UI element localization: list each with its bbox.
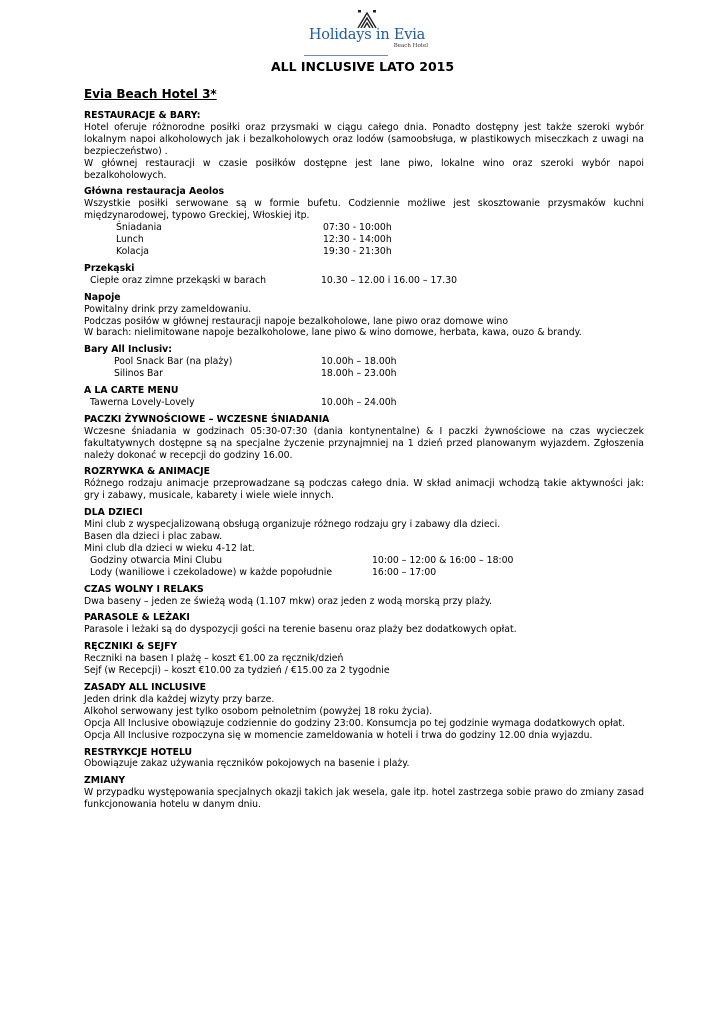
hotel-logo <box>296 10 438 50</box>
section-heading: Bary All Inclusiv: <box>84 344 172 356</box>
logo-brand-text: Holidays in Evia <box>308 27 426 43</box>
section-heading: DLA DZIECI <box>84 507 143 519</box>
meal-time: 07:30 - 10:00h <box>323 222 392 234</box>
bar-row <box>84 368 644 380</box>
document-body <box>84 110 644 811</box>
logo-subtitle: Beach Hotel <box>393 43 428 49</box>
hotel-name: Evia Beach Hotel 3* <box>84 87 217 101</box>
bar-name: Silinos Bar <box>114 368 163 380</box>
bar-time: 10.00h – 18.00h <box>321 356 397 368</box>
section-zmiany <box>84 775 644 811</box>
bar-time: 18.00h – 23.00h <box>321 368 397 380</box>
text-line: Alkohol serwowany jest tylko osobom pełnoletnim (powyżej 18 roku życia). <box>84 705 433 717</box>
text-line: Sejf (w Recepcji) – koszt €10.00 za tydzień / €15.00 za 2 tygodnie <box>84 665 390 677</box>
document-title: ALL INCLUSIVE LATO 2015 <box>270 59 455 74</box>
text-line: Mini club z wyspecjalizowaną obsługą organizuje różnego rodzaju gry i zabawy dla dzieci. <box>84 519 501 531</box>
section-heading: Główna restauracja Aeolos <box>84 186 225 198</box>
schedule-row <box>84 275 644 287</box>
section-dzieci <box>84 507 644 578</box>
section-heading: Przekąski <box>84 262 135 274</box>
schedule-time: 10:00 – 12:00 & 16:00 – 18:00 <box>372 554 514 566</box>
section-heading: A LA CARTE MENU <box>84 385 179 397</box>
section-czas-wolny <box>84 584 644 608</box>
bar-row <box>84 356 644 368</box>
section-rozrywka <box>84 466 644 502</box>
text-line: Jeden drink dla każdej wizyty przy barze. <box>84 693 275 705</box>
meal-row <box>84 234 644 246</box>
section-alacarte <box>84 385 644 409</box>
paragraph: Różnego rodzaju animacje przeprowadzane są podczas całego dnia. W skład animacji wchodzą takie aktywności jak: gry i zabawy, musicale, kabarety i wiele wiele innych. <box>84 478 644 502</box>
paragraph: Wszystkie posiłki serwowane są w formie bufetu. Codziennie możliwe jest skosztowanie przysmaków kuchni międzynarodowej, typowo Greckiej, Włoskiej itp. <box>84 198 644 222</box>
section-parasole <box>84 612 644 636</box>
text-line: Opcja All Inclusive obowiązuje codziennie do godziny 23:00. Konsumcja po tej godzinie wymaga dodatkowych opłat. <box>84 717 626 729</box>
logo-underline <box>304 55 388 56</box>
section-heading: ZASADY ALL INCLUSIVE <box>84 681 207 693</box>
section-restrykcje <box>84 747 644 771</box>
meal-name: Kolacja <box>116 245 149 257</box>
paragraph: W głównej restauracji w czasie posiłków dostępne jest lane piwo, lokalne wino oraz szeroki wybór napoi bezalkoholowych. <box>84 157 644 181</box>
section-przekaski <box>84 263 644 287</box>
paragraph: Hotel oferuje różnorodne posiłki oraz przysmaki w ciągu całego dnia. Ponadto dostępny jest także szeroki wybór lokalnym napoi alkoholowych jak i bezalkoholowych oraz lodów (samoobsługa, w plastikowych miseczkach z uwagi na bezpieczeństwo) . <box>84 121 644 157</box>
schedule-name: Ciepłe oraz zimne przekąski w barach <box>90 274 266 286</box>
schedule-row <box>84 567 644 579</box>
meal-time: 12:30 - 14:00h <box>323 234 392 246</box>
section-reczniki <box>84 641 644 677</box>
section-heading: PACZKI ŻYWNOŚCIOWE – WCZESNE ŚNIADANIA <box>84 413 330 425</box>
meal-name: Lunch <box>116 234 144 246</box>
schedule-time: 10.00h – 24.00h <box>321 396 397 408</box>
meal-row <box>84 246 644 258</box>
section-heading: PARASOLE & LEŻAKI <box>84 612 190 624</box>
section-bary <box>84 344 644 380</box>
section-napoje <box>84 292 644 340</box>
text-line: W barach: nielimitowane napoje bezalkoholowe, lane piwo & wino domowe, herbata, kawa, ouzo & brandy. <box>84 327 582 339</box>
section-heading: ZMIANY <box>84 775 126 787</box>
text-line: Opcja All Inclusive rozpoczyna się w momencie zameldowania w hoteli i trwa do godziny 12.00 dnia wyjazdu. <box>84 729 593 741</box>
paragraph: Parasole i leżaki są do dyspozycji gości na terenie basenu oraz plaży bez dodatkowych opłat. <box>84 624 517 636</box>
section-paczki <box>84 414 644 462</box>
section-heading: CZAS WOLNY I RELAKS <box>84 583 204 595</box>
section-heading: RĘCZNIKI & SEJFY <box>84 641 178 653</box>
schedule-row <box>84 397 644 409</box>
paragraph: Obowiązuje zakaz używania ręczników pokojowych na basenie i plaży. <box>84 758 410 770</box>
section-aeolos <box>84 186 644 257</box>
text-line: Podczas posiłów w głównej restauracji napoje bezalkoholowe, lane piwo oraz domowe wino <box>84 315 509 327</box>
text-line: Basen dla dzieci i plac zabaw. <box>84 531 223 542</box>
meal-name: Śniadania <box>116 222 162 234</box>
text-line: Mini club dla dzieci w wieku 4-12 lat. <box>84 542 255 554</box>
schedule-name: Godziny otwarcia Mini Clubu <box>90 554 222 566</box>
schedule-time: 10.30 – 12.00 i 16.00 – 17.30 <box>321 274 458 286</box>
schedule-time: 16:00 – 17:00 <box>372 566 437 578</box>
paragraph: Dwa baseny – jeden ze świeżą wodą (1.107 mkw) oraz jeden z wodą morską przy plaży. <box>84 595 493 607</box>
bar-name: Pool Snack Bar (na plaży) <box>114 356 233 368</box>
schedule-name: Tawerna Lovely-Lovely <box>90 396 195 408</box>
section-heading: Napoje <box>84 291 121 303</box>
section-heading: ROZRYWKA & ANIMACJE <box>84 466 210 478</box>
section-restauracje <box>84 110 644 181</box>
text-line: Powitalny drink przy zameldowaniu. <box>84 303 252 315</box>
section-heading: RESTAURACJE & BARY: <box>84 110 201 121</box>
meal-time: 19:30 - 21:30h <box>323 245 392 257</box>
paragraph: Wczesne śniadania w godzinach 05:30-07:30 (dania kontynentalne) & I paczki żywnościowe na czas wycieczek fakultatywnych dostępne są na specjalne życzenie przynajmniej na 1 dzień przed planowanym wyjazdem. Zgłoszenia należy dokonać w recepcji do godziny 16.00. <box>84 425 644 461</box>
section-heading: RESTRYKCJE HOTELU <box>84 746 193 758</box>
meal-row <box>84 222 644 234</box>
text-line: Reczniki na basen I plażę – koszt €1.00 za ręcznik/dzień <box>84 653 344 665</box>
schedule-row <box>84 555 644 567</box>
schedule-name: Lody (waniliowe i czekoladowe) w każde popołudnie <box>90 566 333 578</box>
hotel-logo-icon <box>355 10 379 28</box>
paragraph: W przypadku występowania specjalnych okazji takich jak wesela, gale itp. hotel zastrzega sobie prawo do zmiany zasad funkcjonowania hotelu w danym dniu. <box>84 787 644 811</box>
section-zasady <box>84 682 644 742</box>
